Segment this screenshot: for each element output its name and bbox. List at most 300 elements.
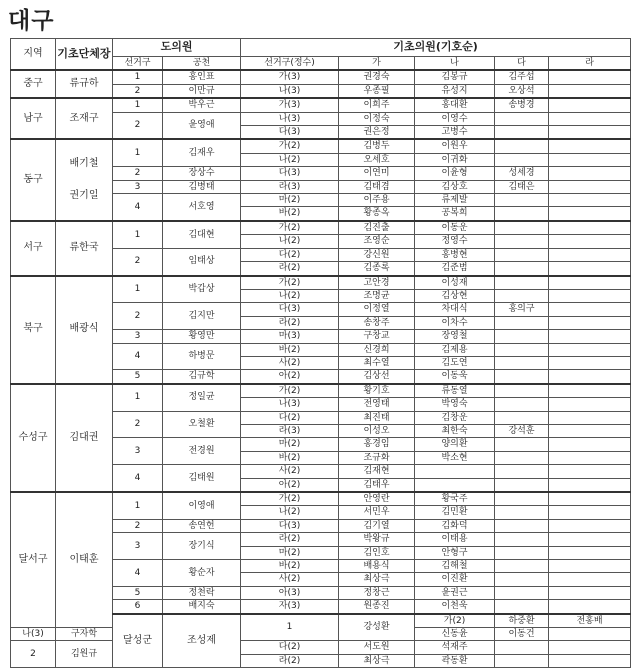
- ga-cell: 이주용: [339, 194, 415, 207]
- pd-cell: 1: [113, 492, 163, 519]
- ga-cell: 배용식: [339, 560, 415, 573]
- region-cell: 수성구: [11, 384, 56, 492]
- table-row: [11, 276, 631, 290]
- sub-district: 선거구: [113, 57, 163, 71]
- da-cell: [495, 139, 549, 153]
- ga-cell: 전영태: [339, 398, 415, 411]
- ga-cell: 원종진: [339, 600, 415, 614]
- region-cell: 서구: [11, 221, 56, 276]
- bd-cell: 가(2): [241, 384, 339, 398]
- na-cell: 신동윤: [415, 628, 495, 641]
- ga-cell: 홍경임: [339, 438, 415, 451]
- ga-cell: 조규화: [339, 451, 415, 464]
- na-cell: 최한숙: [415, 424, 495, 437]
- ga-cell: 권경숙: [339, 70, 415, 84]
- ga-cell: 강신원: [339, 248, 415, 261]
- bd-cell: 라(3): [241, 180, 339, 193]
- ga-cell: 송창주: [339, 316, 415, 329]
- pn-cell: 김태원: [163, 465, 241, 492]
- ga-cell: 하중환: [495, 614, 549, 628]
- na-cell: 공복희: [415, 207, 495, 221]
- col-head: 기초단체장: [56, 39, 113, 71]
- ra-cell: [549, 533, 631, 546]
- na-cell: 박소현: [415, 451, 495, 464]
- ga-cell: 황기호: [339, 384, 415, 398]
- da-cell: [495, 343, 549, 356]
- pd-cell: 1: [113, 276, 163, 303]
- pd-cell: 1: [241, 614, 339, 641]
- head-cell: 류규하: [56, 70, 113, 98]
- na-cell: 이귀화: [415, 153, 495, 166]
- sub-da: 다: [495, 57, 549, 71]
- da-cell: [495, 533, 549, 546]
- ga-cell: 김종록: [339, 262, 415, 276]
- pn-cell: 김규학: [163, 370, 241, 384]
- head-name-2: 권기일: [69, 190, 99, 202]
- region-cell: 북구: [11, 276, 56, 384]
- bd-cell: 아(2): [241, 370, 339, 384]
- na-cell: 이영수: [415, 112, 495, 125]
- bd-cell: 바(2): [241, 451, 339, 464]
- na-cell: 양의환: [415, 438, 495, 451]
- head-cell: 조재구: [56, 98, 113, 139]
- ra-cell: [549, 465, 631, 478]
- na-cell: 김해철: [415, 560, 495, 573]
- ra-cell: [549, 262, 631, 276]
- da-cell: [495, 356, 549, 369]
- pn-cell: 정천락: [163, 586, 241, 599]
- pn-cell: 오철환: [163, 411, 241, 438]
- na-cell: 김봉규: [415, 70, 495, 84]
- ra-cell: [549, 289, 631, 302]
- da-cell: [495, 235, 549, 248]
- na-cell: [415, 465, 495, 478]
- bd-cell: 다(3): [241, 303, 339, 316]
- ra-cell: [549, 519, 631, 532]
- bd-cell: 사(2): [241, 465, 339, 478]
- pn-cell: 김지만: [163, 303, 241, 330]
- ga-cell: 구자학: [56, 628, 113, 641]
- na-cell: 김화덕: [415, 519, 495, 532]
- pn-cell: 김대현: [163, 221, 241, 248]
- da-cell: 강석훈: [495, 424, 549, 437]
- da-cell: [495, 262, 549, 276]
- region-cell: 달성군: [113, 614, 163, 668]
- bd-cell: 다(2): [241, 248, 339, 261]
- head-cell: 김대권: [56, 384, 113, 492]
- na-cell: 고병수: [415, 126, 495, 140]
- na-cell: 석재주: [415, 641, 495, 654]
- bd-cell: 가(3): [241, 98, 339, 112]
- head-cell: 배광식: [56, 276, 113, 384]
- ra-cell: [549, 126, 631, 140]
- ga-cell: 이연미: [339, 167, 415, 180]
- da-cell: [495, 451, 549, 464]
- na-cell: 류제발: [415, 194, 495, 207]
- da-cell: [495, 641, 549, 654]
- da-cell: [495, 194, 549, 207]
- bd-cell: 라(2): [241, 533, 339, 546]
- da-cell: [495, 546, 549, 559]
- ra-cell: [549, 356, 631, 369]
- pn-cell: 송연헌: [163, 519, 241, 532]
- pd-cell: 1: [113, 98, 163, 112]
- da-cell: [495, 560, 549, 573]
- da-cell: [495, 126, 549, 140]
- election-table: [10, 38, 631, 668]
- pd-cell: 4: [113, 560, 163, 587]
- ga-cell: 김병두: [339, 139, 415, 153]
- bd-cell: 가(2): [241, 276, 339, 290]
- bd-cell: 가(2): [241, 139, 339, 153]
- da-cell: [495, 519, 549, 532]
- bd-cell: 다(3): [241, 167, 339, 180]
- ga-cell: 김인호: [339, 546, 415, 559]
- bd-cell: 나(2): [241, 289, 339, 302]
- pd-cell: 2: [113, 112, 163, 139]
- pn-cell: 하병문: [163, 343, 241, 370]
- bd-cell: 가(2): [415, 614, 495, 628]
- pn-cell: 박갑상: [163, 276, 241, 303]
- ra-cell: [549, 424, 631, 437]
- pd-cell: 2: [113, 84, 163, 98]
- ga-cell: 오세호: [339, 153, 415, 166]
- table-row: [11, 492, 631, 506]
- pd-cell: 4: [113, 465, 163, 492]
- pn-cell: 장기식: [163, 533, 241, 560]
- da-cell: 오상석: [495, 84, 549, 98]
- da-cell: [495, 506, 549, 519]
- ga-cell: 권은정: [339, 126, 415, 140]
- da-cell: [495, 248, 549, 261]
- da-cell: [495, 330, 549, 343]
- col-provincial: 도의원: [113, 39, 241, 57]
- ga-cell: 김상선: [339, 370, 415, 384]
- page-title: 대구: [8, 8, 55, 34]
- bd-cell: 다(3): [241, 126, 339, 140]
- na-cell: 김민환: [415, 506, 495, 519]
- pd-cell: 4: [113, 194, 163, 221]
- bd-cell: 라(2): [241, 316, 339, 329]
- ga-cell: 서도원: [339, 641, 415, 654]
- ra-cell: [549, 139, 631, 153]
- da-cell: [495, 492, 549, 506]
- da-cell: 홍의구: [495, 303, 549, 316]
- ra-cell: [549, 248, 631, 261]
- na-cell: 곽동환: [415, 654, 495, 667]
- bd-cell: 마(2): [241, 194, 339, 207]
- bd-cell: 마(2): [241, 438, 339, 451]
- sub-nomination: 공천: [163, 57, 241, 71]
- ga-cell: 최상극: [339, 654, 415, 667]
- ra-cell: [549, 221, 631, 235]
- pd-cell: 6: [113, 600, 163, 614]
- ra-cell: [549, 303, 631, 316]
- bd-cell: 나(3): [241, 112, 339, 125]
- pd-cell: 1: [113, 221, 163, 248]
- bd-cell: 다(2): [241, 641, 339, 654]
- pn-cell: 이영애: [163, 492, 241, 519]
- bd-cell: 바(2): [241, 343, 339, 356]
- bd-cell: 마(2): [241, 546, 339, 559]
- table-row: [11, 641, 631, 654]
- pn-cell: 윤영애: [163, 112, 241, 139]
- da-cell: [495, 398, 549, 411]
- ra-cell: [549, 546, 631, 559]
- pd-cell: 1: [113, 70, 163, 84]
- ga-cell: 신경희: [339, 343, 415, 356]
- ga-cell: 김기열: [339, 519, 415, 532]
- ga-cell: 이정숙: [339, 112, 415, 125]
- da-cell: [495, 586, 549, 599]
- ga-cell: 정창근: [339, 586, 415, 599]
- bd-cell: 가(2): [241, 492, 339, 506]
- pd-cell: 2: [11, 641, 56, 668]
- ra-cell: [549, 207, 631, 221]
- bd-cell: 나(3): [241, 398, 339, 411]
- pd-cell: 3: [113, 330, 163, 343]
- ga-cell: 서민우: [339, 506, 415, 519]
- pd-cell: 3: [113, 438, 163, 465]
- ra-cell: [549, 153, 631, 166]
- da-cell: 김주섭: [495, 70, 549, 84]
- ra-cell: [549, 316, 631, 329]
- ra-cell: [549, 560, 631, 573]
- na-cell: 장영철: [415, 330, 495, 343]
- ga-cell: 우종필: [339, 84, 415, 98]
- ra-cell: [549, 506, 631, 519]
- na-cell: 이진환: [415, 573, 495, 586]
- bd-cell: 아(3): [241, 586, 339, 599]
- table-row: [11, 221, 631, 235]
- bd-cell: 나(2): [241, 506, 339, 519]
- ra-cell: [549, 194, 631, 207]
- bd-cell: 자(3): [241, 600, 339, 614]
- ga-cell: 고안경: [339, 276, 415, 290]
- na-cell: 안형구: [415, 546, 495, 559]
- bd-cell: 바(2): [241, 560, 339, 573]
- bd-cell: 사(2): [241, 356, 339, 369]
- head-name-1: 배기철: [69, 158, 99, 170]
- ra-cell: [549, 370, 631, 384]
- col-region: 지역: [11, 39, 56, 71]
- bd-cell: 사(2): [241, 573, 339, 586]
- pn-cell: 박우근: [163, 98, 241, 112]
- region-cell: 달서구: [11, 492, 56, 628]
- da-cell: [495, 276, 549, 290]
- table-row: [11, 98, 631, 112]
- region-cell: 중구: [11, 70, 56, 98]
- ga-cell: 조명균: [339, 289, 415, 302]
- bd-cell: 가(2): [241, 221, 339, 235]
- pn-cell: 이만규: [163, 84, 241, 98]
- pn-cell: 서호영: [163, 194, 241, 221]
- bd-cell: 라(2): [241, 654, 339, 667]
- table-row: [11, 139, 631, 153]
- pn-cell: 김병태: [163, 180, 241, 193]
- ga-cell: 최수열: [339, 356, 415, 369]
- ra-cell: [549, 330, 631, 343]
- ra-cell: [549, 98, 631, 112]
- bd-cell: 마(3): [241, 330, 339, 343]
- na-cell: 홍병현: [415, 248, 495, 261]
- ra-cell: [549, 167, 631, 180]
- head-cell: 이태훈: [56, 492, 113, 628]
- head-cell: 조성제: [163, 614, 241, 668]
- pd-cell: 2: [113, 303, 163, 330]
- ra-cell: [549, 343, 631, 356]
- head-cell: [56, 139, 113, 220]
- col-basic: 기초의원(기호순): [241, 39, 631, 57]
- bd-cell: 가(3): [241, 70, 339, 84]
- ra-cell: [549, 478, 631, 492]
- da-cell: [495, 207, 549, 221]
- pd-cell: 4: [113, 343, 163, 370]
- pn-cell: 홍인표: [163, 70, 241, 84]
- na-cell: 김상호: [415, 180, 495, 193]
- sub-basic-district: 선거구(정수): [241, 57, 339, 71]
- pn-cell: 임태상: [163, 248, 241, 275]
- pd-cell: 3: [113, 180, 163, 193]
- na-cell: 정영수: [415, 235, 495, 248]
- pd-cell: 5: [113, 586, 163, 599]
- da-cell: [495, 411, 549, 424]
- bd-cell: 라(2): [241, 262, 339, 276]
- da-cell: [495, 370, 549, 384]
- sub-na: 나: [415, 57, 495, 71]
- bd-cell: 아(2): [241, 478, 339, 492]
- na-cell: 차대식: [415, 303, 495, 316]
- bd-cell: 바(2): [241, 207, 339, 221]
- da-cell: [495, 221, 549, 235]
- pn-cell: 정일균: [163, 384, 241, 411]
- da-cell: [495, 438, 549, 451]
- ra-cell: [549, 84, 631, 98]
- da-cell: [495, 573, 549, 586]
- ra-cell: [549, 235, 631, 248]
- ra-cell: [549, 438, 631, 451]
- pn-cell: 황순자: [163, 560, 241, 587]
- ra-cell: [549, 180, 631, 193]
- ra-cell: [549, 654, 631, 667]
- na-cell: 이태용: [415, 533, 495, 546]
- da-cell: 김태은: [495, 180, 549, 193]
- ga-cell: 김태겸: [339, 180, 415, 193]
- ra-cell: [549, 384, 631, 398]
- da-cell: [495, 316, 549, 329]
- na-cell: 유성지: [415, 84, 495, 98]
- da-cell: 성세경: [495, 167, 549, 180]
- ga-cell: 황종옥: [339, 207, 415, 221]
- ga-cell: 김재현: [339, 465, 415, 478]
- da-cell: [495, 384, 549, 398]
- na-cell: 이윤형: [415, 167, 495, 180]
- pd-cell: 2: [113, 519, 163, 532]
- pn-cell: 장상수: [163, 167, 241, 180]
- ga-cell: 최진태: [339, 411, 415, 424]
- ra-cell: [549, 586, 631, 599]
- pd-cell: 2: [113, 411, 163, 438]
- pn-cell: 강성환: [339, 614, 415, 641]
- bd-cell: 나(2): [241, 153, 339, 166]
- pn-cell: 김원규: [56, 641, 113, 668]
- pd-cell: 2: [113, 248, 163, 275]
- pd-cell: 3: [113, 533, 163, 560]
- bd-cell: 다(3): [241, 519, 339, 532]
- ra-cell: [549, 573, 631, 586]
- da-cell: [495, 289, 549, 302]
- na-cell: 홍대환: [415, 98, 495, 112]
- pn-cell: 전경원: [163, 438, 241, 465]
- na-cell: 전홍배: [549, 614, 631, 628]
- bd-cell: 나(3): [11, 628, 56, 641]
- ga-cell: 이희주: [339, 98, 415, 112]
- da-cell: [495, 478, 549, 492]
- region-cell: 동구: [11, 139, 56, 220]
- head-cell: 류한국: [56, 221, 113, 276]
- ra-cell: [549, 492, 631, 506]
- ra-cell: [549, 641, 631, 654]
- pn-cell: 배지숙: [163, 600, 241, 614]
- na-cell: [415, 478, 495, 492]
- na-cell: 이동욱: [415, 370, 495, 384]
- ga-cell: 박왕규: [339, 533, 415, 546]
- da-cell: [495, 112, 549, 125]
- ra-cell: [549, 600, 631, 614]
- ra-cell: [549, 398, 631, 411]
- ga-cell: 안영란: [339, 492, 415, 506]
- na-cell: 이차수: [415, 316, 495, 329]
- na-cell: 이동운: [415, 221, 495, 235]
- na-cell: 김상현: [415, 289, 495, 302]
- na-cell: 김창운: [415, 411, 495, 424]
- bd-cell: 다(2): [241, 411, 339, 424]
- na-cell: 이원우: [415, 139, 495, 153]
- da-cell: 송병경: [495, 98, 549, 112]
- pn-cell: 김재우: [163, 139, 241, 166]
- da-cell: [495, 465, 549, 478]
- na-cell: 박영숙: [415, 398, 495, 411]
- pd-cell: 2: [113, 167, 163, 180]
- ga-cell: 최상극: [339, 573, 415, 586]
- ra-cell: [549, 70, 631, 84]
- na-cell: 류동열: [415, 384, 495, 398]
- da-cell: [495, 153, 549, 166]
- table-row: [11, 384, 631, 398]
- region-cell: 남구: [11, 98, 56, 139]
- da-cell: [495, 600, 549, 614]
- na-cell: 윤권근: [415, 586, 495, 599]
- pd-cell: 1: [113, 139, 163, 166]
- na-cell: 황국주: [415, 492, 495, 506]
- sub-ga: 가: [339, 57, 415, 71]
- ga-cell: 이성오: [339, 424, 415, 437]
- ra-cell: [549, 276, 631, 290]
- ga-cell: 구창교: [339, 330, 415, 343]
- na-cell: 김준범: [415, 262, 495, 276]
- na-cell: 이천욱: [415, 600, 495, 614]
- ga-cell: 이정열: [339, 303, 415, 316]
- da-cell: [495, 654, 549, 667]
- na-cell: 김제용: [415, 343, 495, 356]
- pd-cell: 1: [113, 384, 163, 411]
- ra-cell: [549, 628, 631, 641]
- ra-cell: [549, 112, 631, 125]
- na-cell: 이성재: [415, 276, 495, 290]
- bd-cell: 나(3): [241, 84, 339, 98]
- na-cell: 김도연: [415, 356, 495, 369]
- pn-cell: 황영만: [163, 330, 241, 343]
